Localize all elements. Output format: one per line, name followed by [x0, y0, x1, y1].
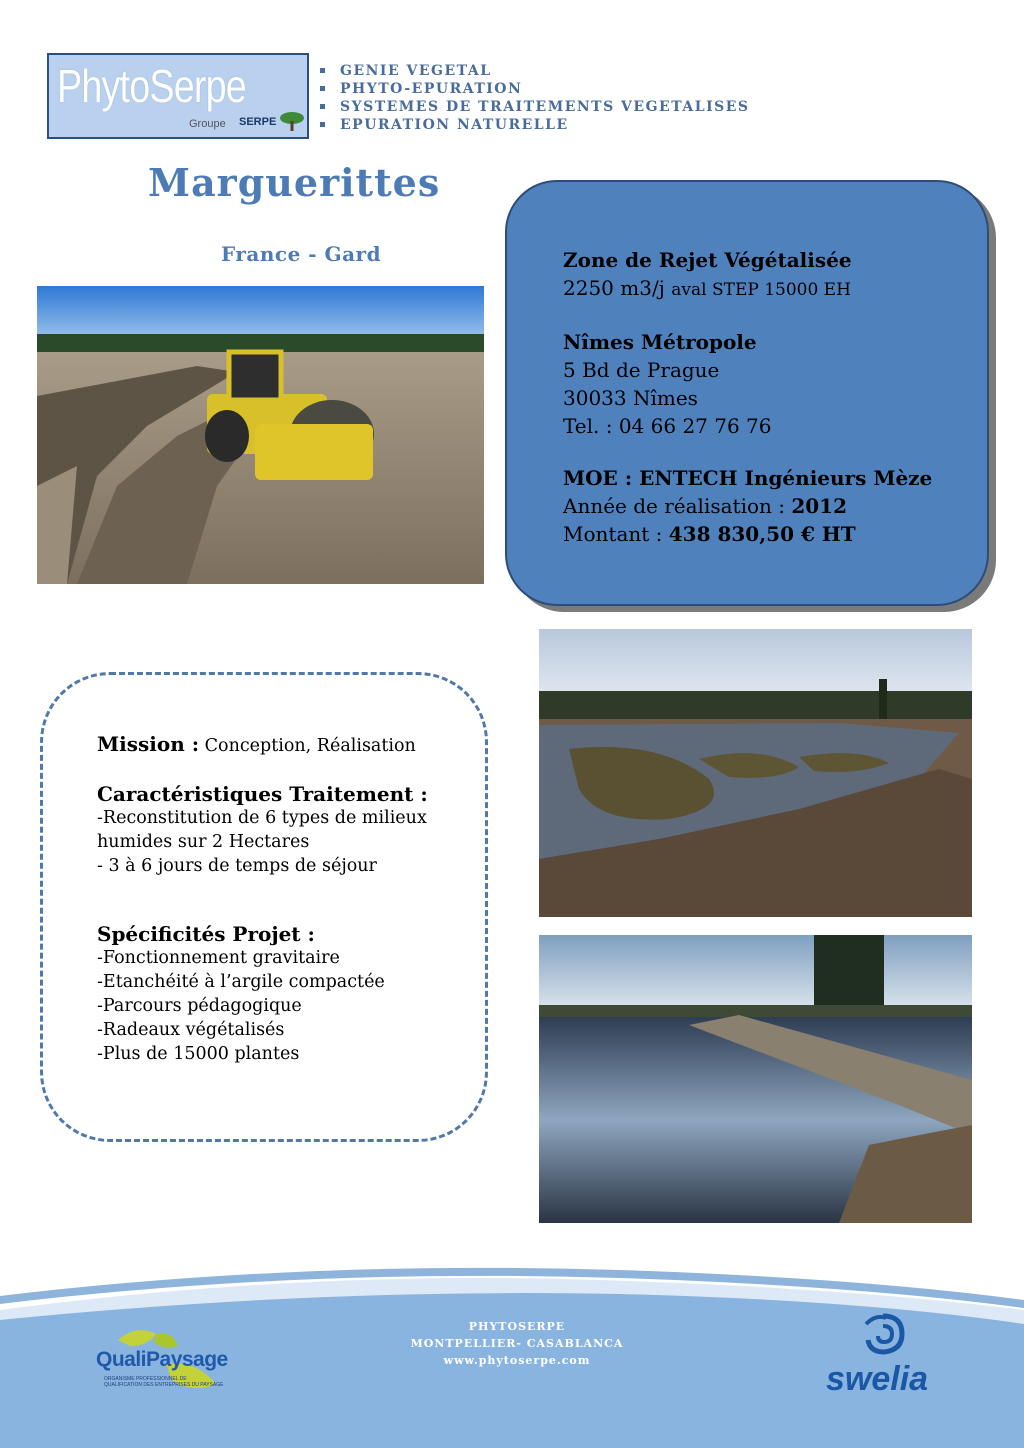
specificites-item: -Parcours pédagogique: [97, 996, 302, 1016]
amount-line: [563, 520, 932, 548]
year-line: [563, 492, 932, 520]
year-value: 2012: [791, 494, 848, 518]
mission-text: [97, 732, 428, 1066]
services-list: [320, 62, 750, 134]
service-item: PHYTO-EPURATION: [320, 80, 750, 98]
capacity-line: [563, 274, 932, 304]
wetland-islands-photo: [539, 629, 972, 917]
construction-photo: [37, 286, 484, 584]
footer-locations: MONTPELLIER- CASABLANCA: [410, 1337, 624, 1350]
logo-serpe-label: SERPE: [239, 116, 277, 128]
logo-wordmark: PhytoSerpe: [57, 60, 246, 112]
specificites-title: Spécificités Projet :: [97, 922, 315, 946]
tree-icon: [279, 110, 305, 132]
mission-line: [97, 732, 428, 758]
service-item: GENIE VEGETAL: [320, 62, 750, 80]
moe-line: MOE : ENTECH Ingénieurs Mèze: [563, 466, 933, 490]
telephone: Tel. : 04 66 27 76 76: [563, 414, 772, 438]
footer-website[interactable]: www.phytoserpe.com: [443, 1354, 591, 1367]
traitement-item: humides sur 2 Hectares: [97, 832, 310, 852]
specificites-item: -Plus de 15000 plantes: [97, 1044, 300, 1064]
mission-value: Conception, Réalisation: [204, 736, 416, 756]
project-info-text: [563, 246, 932, 548]
qualipaysage-tagline: ORGANISME PROFESSIONNEL DE QUALIFICATION DES ENTREPRISES DU PAYSAGE: [104, 1376, 224, 1388]
capacity-detail: aval STEP 15000 EH: [671, 280, 851, 300]
year-label: Année de réalisation :: [563, 494, 785, 518]
address-line-2: 30033 Nîmes: [563, 386, 698, 410]
page-title: Marguerittes: [148, 160, 441, 205]
specificites-item: -Fonctionnement gravitaire: [97, 948, 340, 968]
specificites-item: -Etanchéité à l’argile compactée: [97, 972, 385, 992]
traitement-item: -Reconstitution de 6 types de milieux: [97, 808, 427, 828]
page-subtitle: France - Gard: [221, 242, 382, 266]
footer-contact: [400, 1318, 634, 1369]
qualipaysage-wordmark: QualiPaysage: [96, 1348, 228, 1371]
swelia-swirl-icon: [858, 1312, 908, 1358]
traitement-item: - 3 à 6 jours de temps de séjour: [97, 856, 377, 876]
footer-company: PHYTOSERPE: [468, 1320, 566, 1333]
mission-label: Mission :: [97, 732, 200, 756]
zone-title: Zone de Rejet Végétalisée: [563, 248, 852, 272]
amount-value: 438 830,50 € HT: [668, 522, 856, 546]
service-item: SYSTEMES DE TRAITEMENTS VEGETALISES: [320, 98, 750, 116]
traitement-title: Caractéristiques Traitement :: [97, 782, 428, 806]
capacity-main: 2250 m3/j: [563, 276, 665, 300]
client-name: Nîmes Métropole: [563, 330, 757, 354]
service-item: EPURATION NATURELLE: [320, 116, 750, 134]
phytoserpe-logo: [47, 53, 309, 139]
pond-reflection-photo: [539, 935, 972, 1223]
specificites-item: -Radeaux végétalisés: [97, 1020, 285, 1040]
logo-groupe-label: Groupe: [189, 118, 226, 130]
amount-label: Montant :: [563, 522, 663, 546]
swelia-wordmark: swelia: [826, 1360, 929, 1398]
address-line-1: 5 Bd de Prague: [563, 358, 720, 382]
